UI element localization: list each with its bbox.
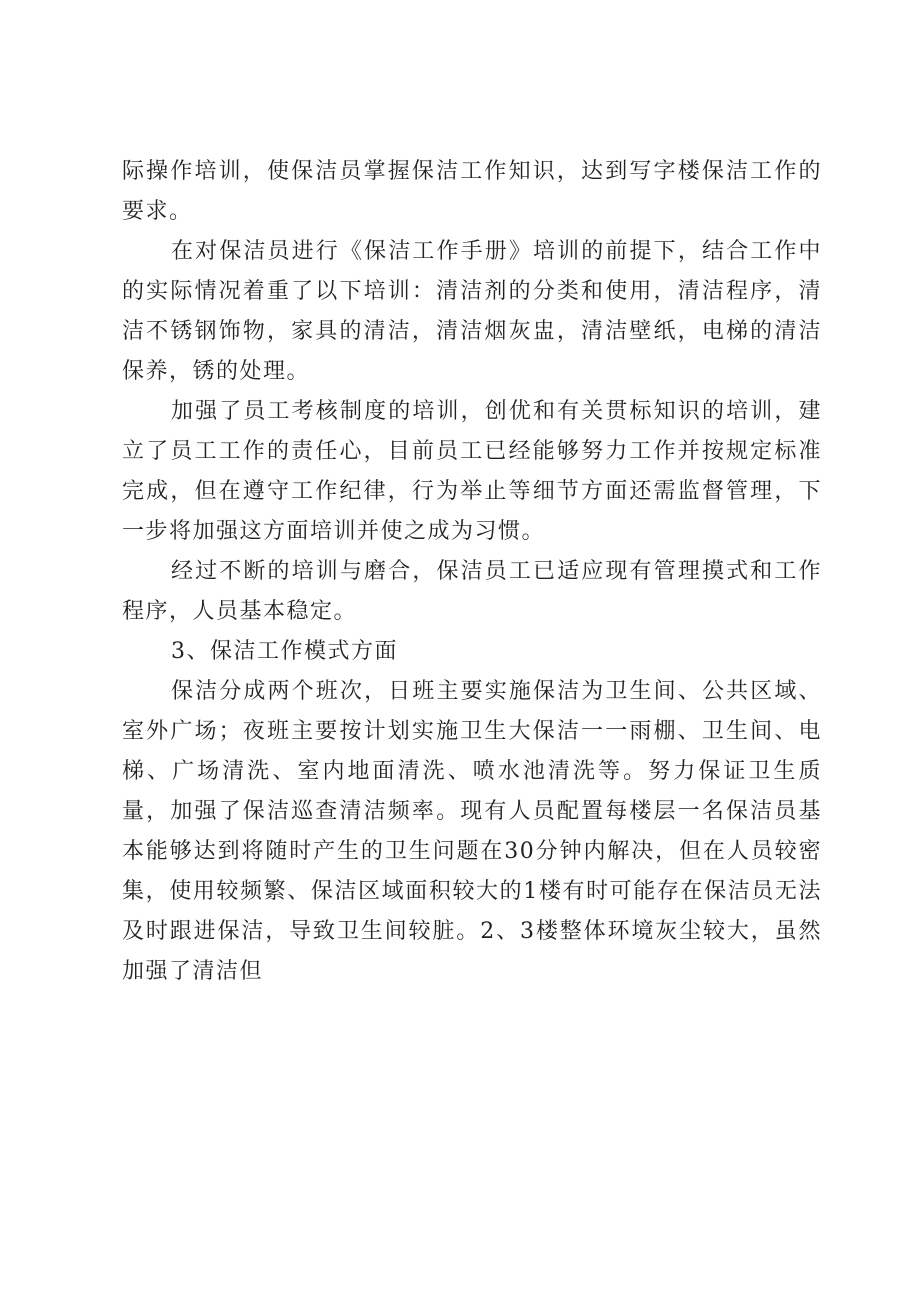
paragraph-assessment-training: 加强了员工考核制度的培训，创优和有关贯标知识的培训，建立了员工工作的责任心，目前员工已经能够努力工作并按规定标准完成，但在遵守工作纪律，行为举止等细节方面还需监督管理，下一步将加强这方面培训并使之成为习惯。 bbox=[122, 399, 822, 544]
paragraph-training-topics: 在对保洁员进行《保洁工作手册》培训的前提下，结合工作中的实际情况着重了以下培训：清洁剂的分类和使用，清洁程序，清洁不锈钢饰物，家具的清洁，清洁烟灰盅，清洁壁纸，电梯的清洁保养，锈的处理。 bbox=[122, 239, 822, 384]
paragraph-staff-stability: 经过不断的培训与磨合，保洁员工已适应现有管理摸式和工作程序，人员基本稳定。 bbox=[122, 559, 822, 624]
body-text bbox=[122, 152, 822, 992]
section-heading-work-mode: 3、保洁工作模式方面 bbox=[171, 639, 398, 664]
paragraph-shift-arrangement: 保洁分成两个班次，日班主要实施保洁为卫生间、公共区域、室外广场；夜班主要按计划实施卫生大保洁一一雨棚、卫生间、电梯、广场清洗、室内地面清洗、喷水池清洗等。努力保证卫生质量，加强了保洁巡查清洁频率。现有人员配置每楼层一名保洁员基本能够达到将随时产生的卫生问题在30分钟内解决，但在人员较密集，使用较频繁、保洁区域面积较大的1楼有时可能存在保洁员无法及时跟进保洁，导致卫生间较脏。2、3楼整体环境灰尘较大，虽然加强了清洁但 bbox=[122, 679, 822, 984]
paragraph-continuation: 际操作培训，使保洁员掌握保洁工作知识，达到写字楼保洁工作的要求。 bbox=[122, 159, 822, 224]
